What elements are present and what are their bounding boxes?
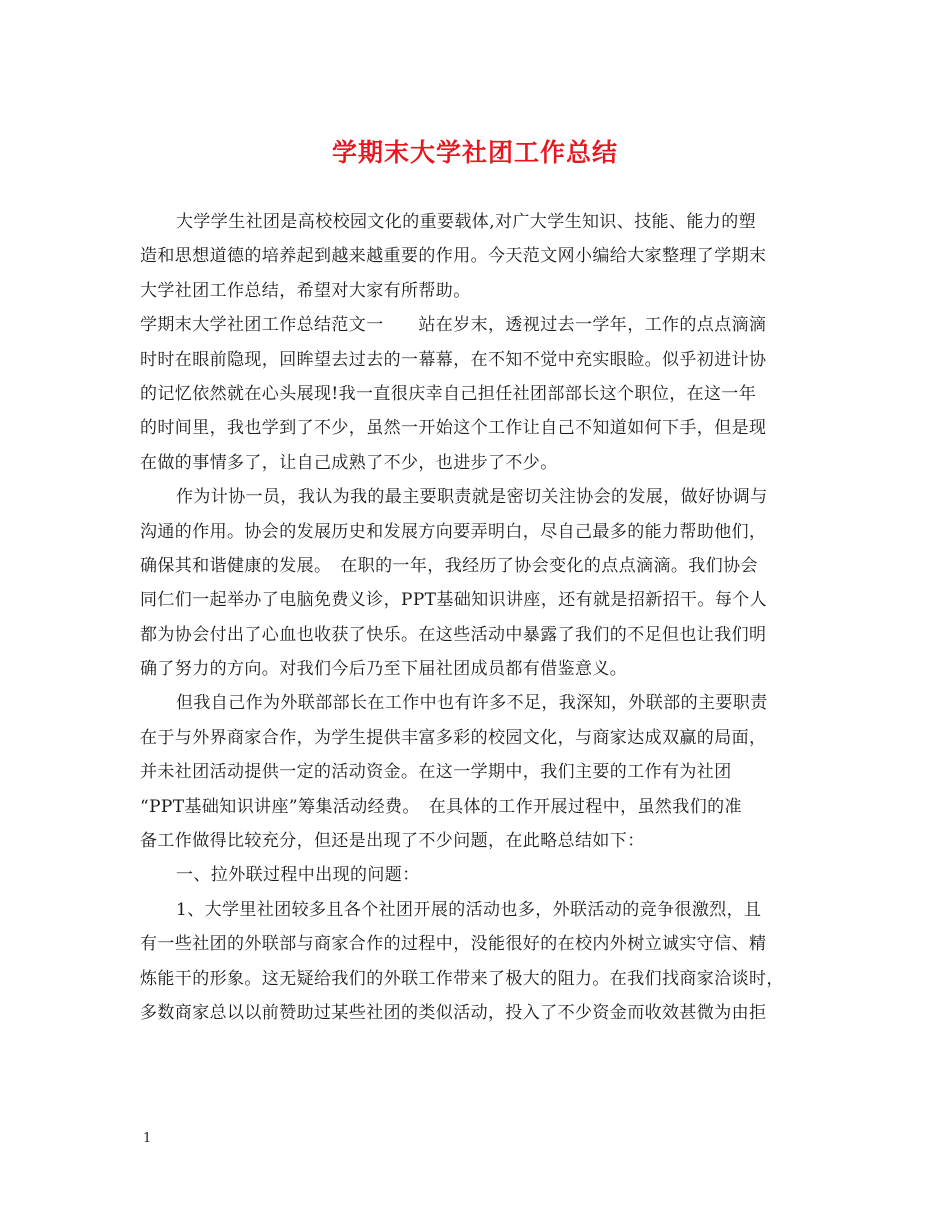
text-line: 多数商家总以以前赞助过某些社团的类似活动，投入了不少资金而收效甚微为由拒 bbox=[140, 1002, 767, 1023]
text-line: 在于与外界商家合作，为学生提供丰富多彩的校园文化，与商家达成双赢的局面， bbox=[140, 727, 767, 748]
page-number: 1 bbox=[143, 1131, 152, 1146]
text-line: 确了努力的方向。对我们今后乃至下届社团成员都有借鉴意义。 bbox=[140, 659, 628, 680]
text-line: 1、大学里社团较多且各个社团开展的活动也多，外联活动的竞争很激烈，且 bbox=[176, 899, 762, 920]
text-line: 作为计协一员，我认为我的最主要职责就是密切关注协会的发展，做好协调与 bbox=[176, 487, 768, 508]
text-line: 的时间里，我也学到了不少，虽然一开始这个工作让自己不知道如何下手，但是现 bbox=[140, 418, 767, 439]
text-line: 但我自己作为外联部部长在工作中也有许多不足，我深知，外联部的主要职责 bbox=[176, 693, 768, 714]
text-line: 炼能干的形象。这无疑给我们的外联工作带来了极大的阻力。在我们找商家洽谈时， bbox=[140, 968, 784, 989]
text-line: 沟通的作用。协会的发展历史和发展方向要弄明白，尽自己最多的能力帮助他们， bbox=[140, 521, 767, 542]
text-line: 造和思想道德的培养起到越来越重要的作用。今天范文网小编给大家整理了学期末 bbox=[140, 246, 767, 267]
text-line: “PPT基础知识讲座”筹集活动经费。 在具体的工作开展过程中，虽然我们的准 bbox=[140, 796, 742, 817]
text-line: 确保其和谐健康的发展。 在职的一年，我经历了协会变化的点点滴滴。我们协会 bbox=[140, 555, 758, 576]
text-line: 有一些社团的外联部与商家合作的过程中，没能很好的在校内外树立诚实守信、精 bbox=[140, 934, 767, 955]
document-body bbox=[140, 205, 830, 1030]
text-line: 大学学生社团是高校校园文化的重要载体,对广大学生知识、技能、能力的塑 bbox=[176, 212, 757, 232]
page-title: 学期末大学社团工作总结 bbox=[331, 138, 618, 167]
text-line: 备工作做得比较充分，但还是出现了不少问题，在此略总结如下： bbox=[140, 831, 645, 852]
text-line: 时时在眼前隐现，回眸望去过去的一幕幕，在不知不觉中充实眼睑。似乎初进计协 bbox=[140, 349, 767, 370]
text-line: 同仁们一起举办了电脑免费义诊，PPT基础知识讲座，还有就是招新招干。每个人 bbox=[140, 590, 768, 611]
text-line: 一、拉外联过程中出现的问题： bbox=[176, 865, 420, 886]
text-line: 的记忆依然就在心头展现!我一直很庆幸自己担任社团部部长这个职位，在这一年 bbox=[140, 383, 757, 404]
text-line: 学期末大学社团工作总结范文一 站在岁末，透视过去一学年，工作的点点滴滴 bbox=[140, 315, 767, 336]
text-line: 并未社团活动提供一定的活动资金。在这一学期中，我们主要的工作有为社团 bbox=[140, 762, 732, 783]
text-line: 在做的事情多了，让自己成熟了不少，也进步了不少。 bbox=[140, 452, 558, 473]
text-line: 都为协会付出了心血也收获了快乐。在这些活动中暴露了我们的不足但也让我们明 bbox=[140, 624, 767, 645]
text-line: 大学社团工作总结，希望对大家有所帮助。 bbox=[140, 280, 471, 301]
